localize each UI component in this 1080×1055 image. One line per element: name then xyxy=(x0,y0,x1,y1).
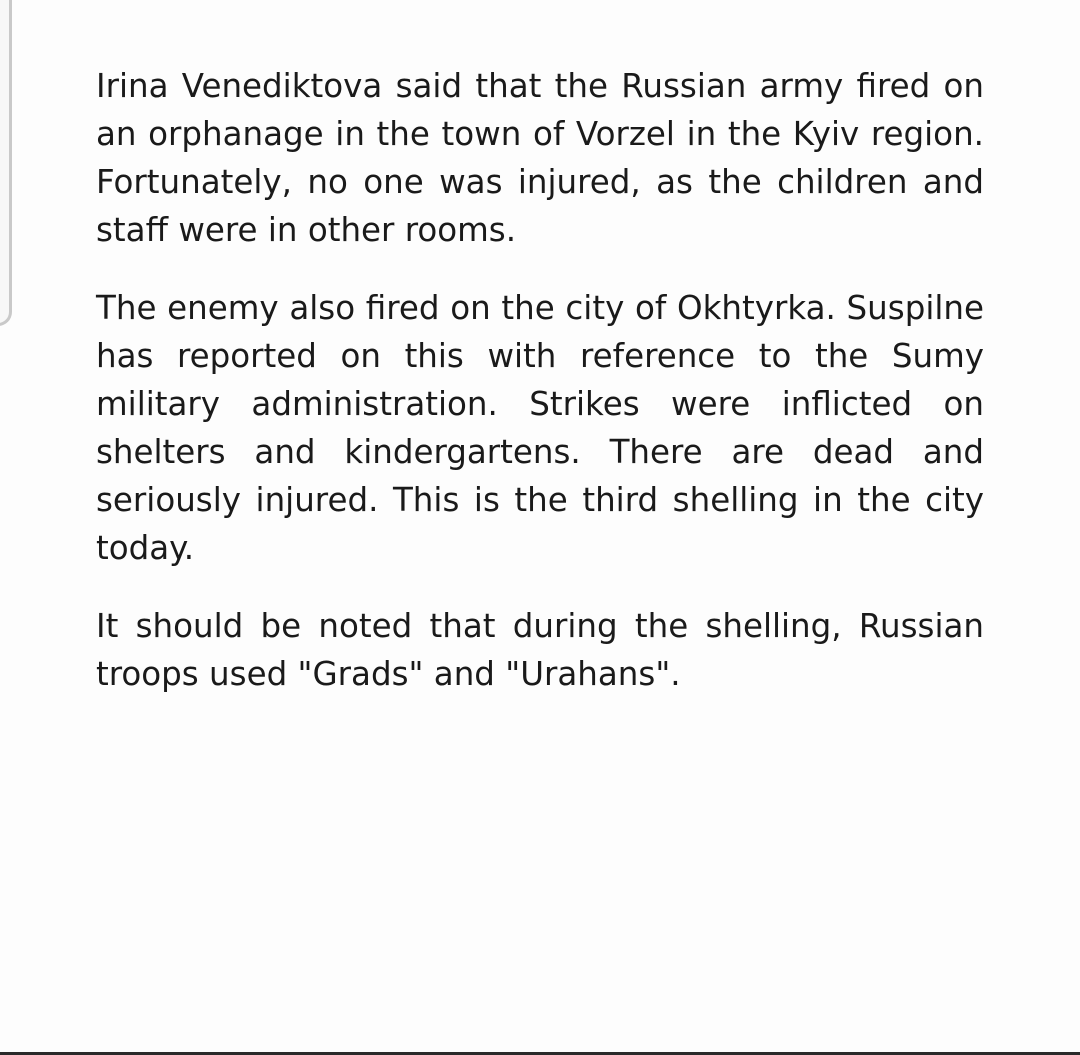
paragraph-grads: It should be noted that during the shelling, Russian troops used "Grads" and "Urahans". xyxy=(96,607,984,693)
paragraph-orphanage: Irina Venediktova said that the Russian army fired on an orphanage in the town of Vorzel in the Kyiv region. Fortunately, no one was injured, as the children and staff were in other rooms. xyxy=(96,67,984,249)
paragraph-okhtyrka: The enemy also fired on the city of Okhtyrka. Suspilne has reported on this with reference to the Sumy military administration. Strikes were inflicted on shelters and kindergartens. There are dead and seriously injured. This is the third shelling in the city today. xyxy=(96,289,984,567)
article-body xyxy=(96,62,984,728)
scroll-indicator[interactable] xyxy=(0,0,12,326)
